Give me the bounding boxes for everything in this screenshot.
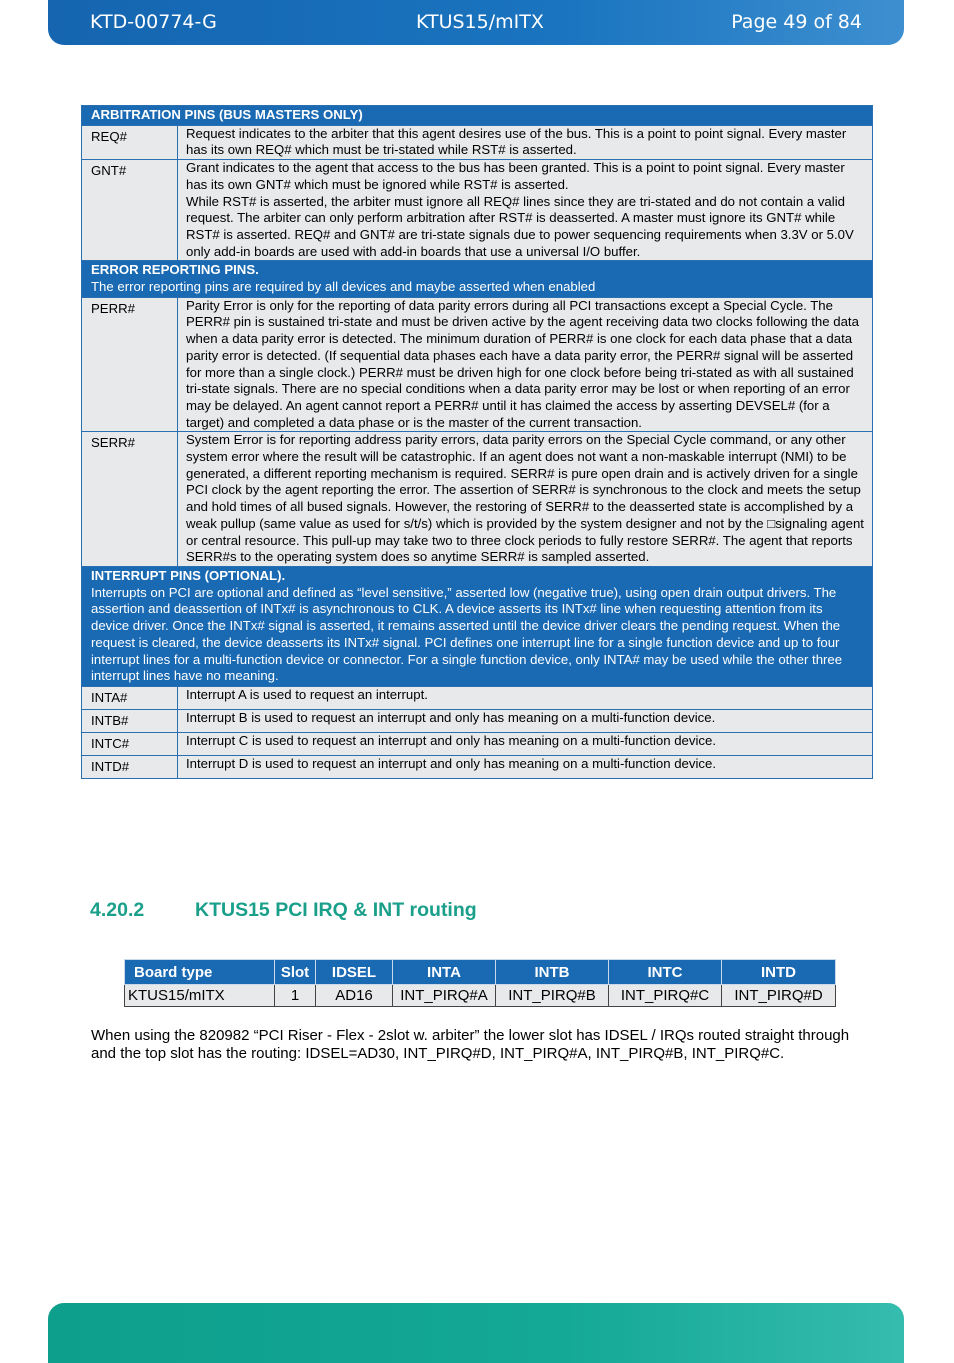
section-title: KTUS15 PCI IRQ & INT routing: [195, 899, 477, 921]
table-cell: AD16: [316, 985, 393, 1007]
column-header: INTA: [393, 960, 496, 985]
routing-note: When using the 820982 “PCI Riser - Flex - 2slot w. arbiter” the lower slot has IDSEL / IRQs routed straight through and the top slot has the routing: IDSEL=AD30, INT_PIRQ#D, INT_PIRQ#A, INT_PIRQ#B, INT_PIRQ#C.: [91, 1027, 850, 1062]
signal-description: Interrupt C is used to request an interrupt and only has meaning on a multi-function device.: [178, 732, 873, 755]
irq-routing-table: [124, 959, 836, 1007]
description-paragraph: While RST# is asserted, the arbiter must ignore all REQ# lines since they are tri-stated and do not contain a valid request. The arbiter can only perform arbitration after RST# is deasserted. A master must ignore its GNT# while RST# is asserted. REQ# and GNT# are tri-state signals due to power sequencing requirements when 3.3V or 5.0V only add-in boards are used with add-in boards that use a universal I/O buffer.: [186, 193, 854, 259]
signal-name: INTA#: [82, 686, 178, 709]
product-name: KTUS15/mITX: [416, 11, 544, 33]
table-row: [82, 686, 873, 709]
signal-name: INTD#: [82, 755, 178, 778]
table-header-row: [125, 960, 836, 985]
section-number: 4.20.2: [90, 899, 145, 921]
section-text-error: The error reporting pins are required by all devices and maybe asserted when enabled: [91, 279, 596, 295]
signal-description: System Error is for reporting address parity errors, data parity errors on the Special Cycle command, or any other system error where the result will be catastrophic. If an agent does not want a non-maskable interrupt (NMI) to be generated, a different reporting mechanism is required. SERR# is pure open drain and is actively driven for a single PCI clock by the agent reporting the error. The assertion of SERR# is synchronous to the clock and meets the setup and hold times of all bused signals. However, the restoring of SERR# to the deasserted state is accomplished by a weak pullup (same value as used for s/t/s) which is provided by the system designer and not by the □signaling agent or central resource. This pull-up may take two to three clock periods to fully restore SERR#. The agent that reports SERR#s to the operating system does so anytime SERR# is sampled asserted.: [178, 432, 873, 567]
table-row: [82, 755, 873, 778]
column-header: Slot: [275, 960, 316, 985]
table-row: [82, 297, 873, 432]
signal-name: INTC#: [82, 732, 178, 755]
signal-description: Interrupt A is used to request an interrupt.: [178, 686, 873, 709]
section-title-error: ERROR REPORTING PINS.: [91, 262, 259, 278]
table-cell: INT_PIRQ#C: [609, 985, 722, 1007]
table-cell: INT_PIRQ#B: [496, 985, 609, 1007]
table-cell: INT_PIRQ#D: [722, 985, 836, 1007]
signal-name: SERR#: [82, 432, 178, 567]
table-row: [82, 709, 873, 732]
table-row: [82, 160, 873, 261]
section-row-interrupt: [82, 566, 873, 686]
table-row: [125, 985, 836, 1007]
column-header: INTD: [722, 960, 836, 985]
table-row: [82, 732, 873, 755]
document-id: KTD-00774-G: [90, 11, 217, 33]
section-row-error: [82, 261, 873, 297]
section-title-interrupt: INTERRUPT PINS (OPTIONAL).: [91, 567, 286, 583]
signal-name: INTB#: [82, 709, 178, 732]
column-header: INTB: [496, 960, 609, 985]
description-paragraph: Grant indicates to the agent that access to the bus has been granted. This is a point to point signal. Every master has its own GNT# which must be ignored while RST# is asserted.: [186, 160, 845, 192]
signal-description: Interrupt D is used to request an interrupt and only has meaning on a multi-function device.: [178, 755, 873, 778]
section-title-arbitration: ARBITRATION PINS (BUS MASTERS ONLY): [91, 107, 363, 122]
page-number: Page 49 of 84: [731, 11, 862, 33]
signal-name: GNT#: [82, 160, 178, 261]
section-heading: [90, 899, 477, 922]
signal-description: [178, 160, 873, 261]
signal-name: PERR#: [82, 297, 178, 432]
pin-description-table: [81, 105, 873, 779]
signal-description: Request indicates to the arbiter that this agent desires use of the bus. This is a point to point signal. Every master has its own REQ# which must be tri-stated while RST# is asserted.: [178, 125, 873, 159]
table-cell: INT_PIRQ#A: [393, 985, 496, 1007]
signal-description: Parity Error is only for the reporting of data parity errors during all PCI transactions except a Special Cycle. The PERR# pin is sustained tri-state and must be driven active by the agent receiving data two clocks following the data when a data parity error is detected. The minimum duration of PERR# is one clock for each data phase that a data parity error is detected. (If sequential data phases each have a data parity error, the PERR# signal will be asserted for more than a single clock.) PERR# must be driven high for one clock before being tri-stated as with all sustained tri-state signals. There are no special conditions when a data parity error may be lost or when reporting of an error may be delayed. An agent cannot report a PERR# until it has claimed the access by asserting DEVSEL# (for a target) and completed a data phase or is the master of the current transaction.: [178, 297, 873, 432]
table-row: [82, 125, 873, 159]
column-header: INTC: [609, 960, 722, 985]
table-cell: 1: [275, 985, 316, 1007]
section-row-arbitration: [82, 106, 873, 126]
page-footer: [48, 1303, 904, 1363]
column-header: Board type: [125, 960, 275, 985]
page-header: [48, 0, 904, 45]
signal-name: REQ#: [82, 125, 178, 159]
table-row: [82, 432, 873, 567]
column-header: IDSEL: [316, 960, 393, 985]
table-cell: KTUS15/mITX: [125, 985, 275, 1007]
section-text-interrupt: Interrupts on PCI are optional and defined as “level sensitive,” asserted low (negative true), using open drain output drivers. The assertion and deassertion of INTx# is asynchronous to CLK. A device asserts its INTx# line when requesting attention from its device driver. Once the INTx# signal is asserted, it remains asserted until the device driver clears the pending request. When the request is cleared, the device deasserts its INTx# signal. PCI defines one interrupt line for a single function device and up to four interrupt lines for a multi-function device or connector. For a single function device, only INTA# may be used while the other three interrupt lines have no meaning.: [91, 584, 843, 684]
signal-description: Interrupt B is used to request an interrupt and only has meaning on a multi-function device.: [178, 709, 873, 732]
